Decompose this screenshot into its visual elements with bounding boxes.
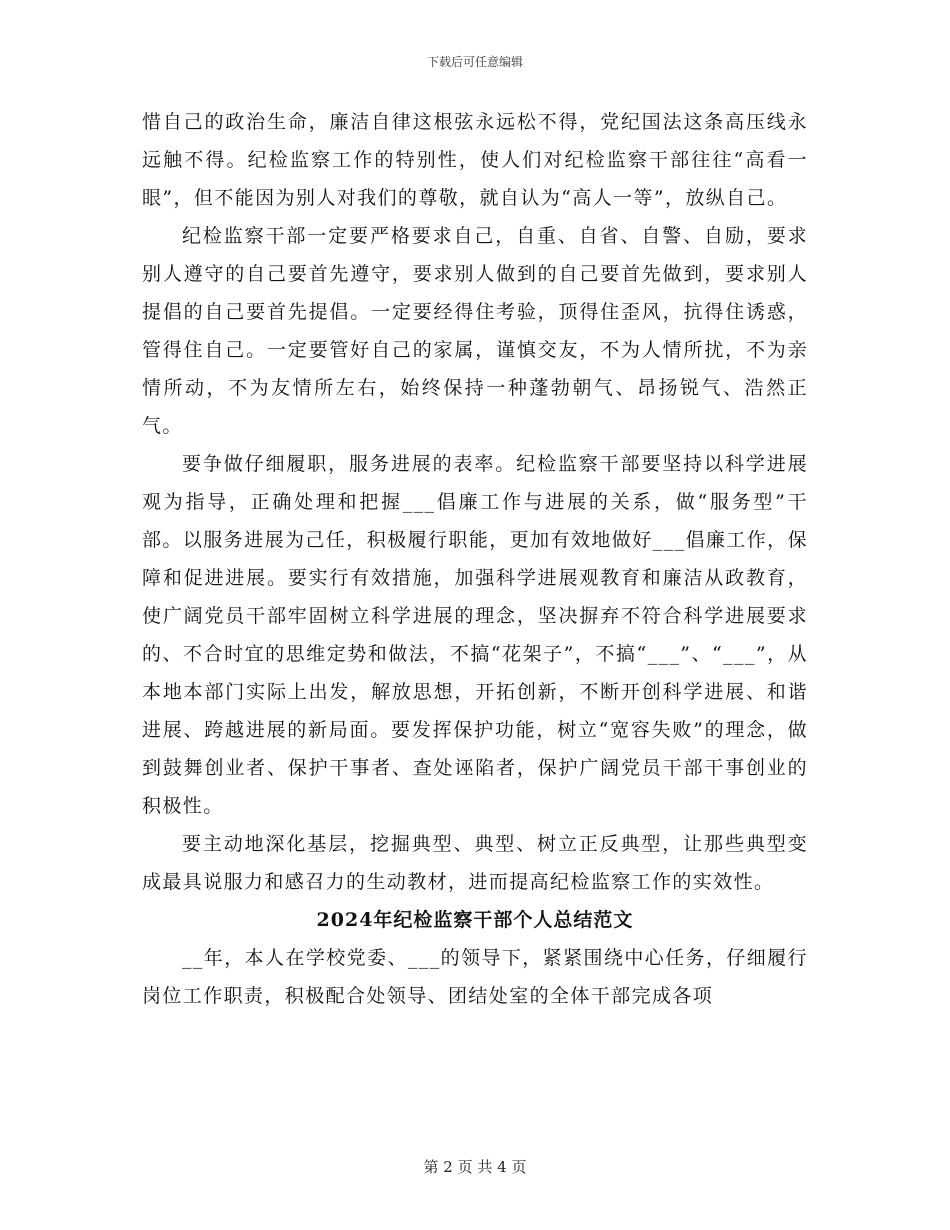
page-header: 下载后可任意编辑 [426, 55, 523, 69]
paragraph-4: 要主动地深化基层，挖掘典型、典型、树立正反典型，让那些典型变成最具说服力和感召力的生动教材，进而提高纪检监察工作的实效性。 [142, 833, 808, 893]
paragraph-2: 纪检监察干部一定要严格要求自己，自重、自省、自警、自励，要求别人遵守的自己要首先遵守，要求别人做到的自己要首先做到，要求别人提倡的自己要首先提倡。一定要经得住考验，顶得住歪风，抗得住诱惑，管得住自己。一定要管好自己的家属，谨慎交友，不为人情所扰，不为亲情所动，不为友情所左右，始终保持一种蓬勃朝气、昂扬锐气、浩然正气。 [142, 225, 808, 437]
paragraph-1: 惜自己的政治生命，廉洁自律这根弦永远松不得，党纪国法这条高压线永远触不得。纪检监察工作的特别性，使人们对纪检监察干部往往“高看一眼”，但不能因为别人对我们的尊敬，就自认为“高人一等”，放纵自己。 [142, 111, 808, 209]
document-body [142, 103, 808, 1015]
section-paragraph: __年，本人在学校党委、___的领导下，紧紧围绕中心任务，仔细履行岗位工作职责，积极配合处领导、团结处室的全体干部完成各项 [142, 947, 808, 1007]
section-title: 2024年纪检监察干部个人总结范文 [316, 909, 634, 931]
page-footer: 第 2 页 共 4 页 [423, 1158, 527, 1176]
paragraph-3: 要争做仔细履职，服务进展的表率。纪检监察干部要坚持以科学进展观为指导，正确处理和把握___倡廉工作与进展的关系，做“服务型”干部。以服务进展为己任，积极履行职能，更加有效地做好___倡廉工作，保障和促进进展。要实行有效措施，加强科学进展观教育和廉洁从政教育，使广阔党员干部牢固树立科学进展的理念，坚决摒弃不符合科学进展要求的、不合时宜的思维定势和做法，不搞“花架子”，不搞“___”、“___”，从本地本部门实际上出发，解放思想，开拓创新，不断开创科学进展、和谐进展、跨越进展的新局面。要发挥保护功能，树立“宽容失败”的理念，做到鼓舞创业者、保护干事者、查处诬陷者，保护广阔党员干部干事创业的积极性。 [142, 453, 808, 817]
